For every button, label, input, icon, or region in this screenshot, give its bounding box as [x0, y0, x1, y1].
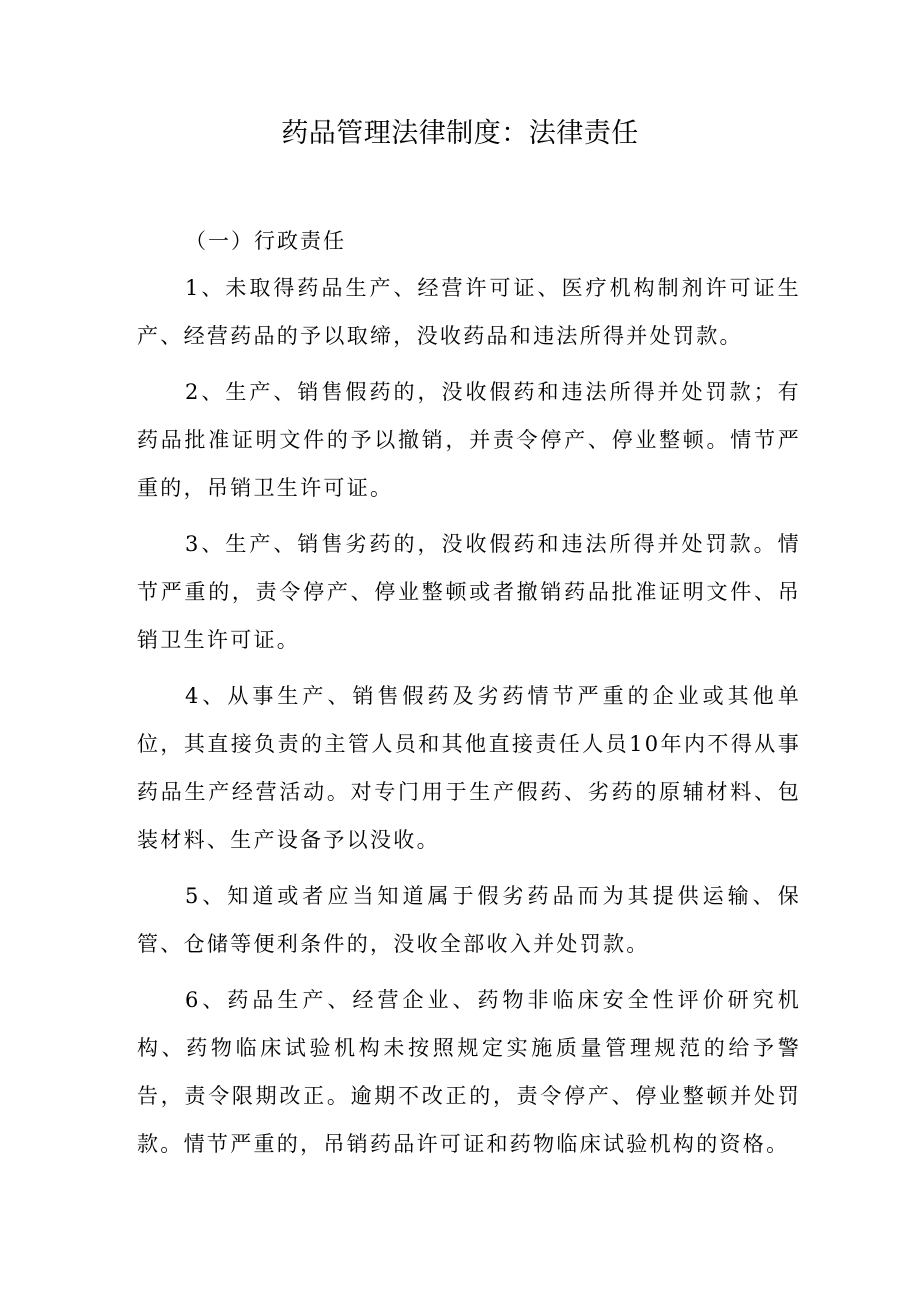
document-title: 药品管理法律制度：法律责任: [281, 118, 639, 149]
paragraph-4: 4、从事生产、销售假药及劣药情节严重的企业或其他单位，其直接负责的主管人员和其他直接责任人员10年内不得从事药品生产经营活动。对专门用于生产假药、劣药的原辅材料、包装材料、生产设备予以没收。: [137, 684, 801, 852]
paragraph-5: 5、知道或者应当知道属于假劣药品而为其提供运输、保管、仓储等便利条件的，没收全部收入并处罚款。: [137, 884, 801, 956]
paragraph-2: 2、生产、销售假药的，没收假药和违法所得并处罚款；有药品批准证明文件的予以撤销，并责令停产、停业整顿。情节严重的，吊销卫生许可证。: [137, 380, 801, 500]
paragraph-1: 1、未取得药品生产、经营许可证、医疗机构制剂许可证生产、经营药品的予以取缔，没收药品和违法所得并处罚款。: [137, 276, 801, 348]
paragraph-3: 3、生产、销售劣药的，没收假药和违法所得并处罚款。情节严重的，责令停产、停业整顿或者撤销药品批准证明文件、吊销卫生许可证。: [137, 532, 801, 652]
paragraph-6: 6、药品生产、经营企业、药物非临床安全性评价研究机构、药物临床试验机构未按照规定实施质量管理规范的给予警告，责令限期改正。逾期不改正的，责令停产、停业整顿并处罚款。情节严重的，吊销药品许可证和药物临床试验机构的资格。: [137, 988, 801, 1156]
document-body: [137, 222, 801, 1176]
section-heading: （一）行政责任: [185, 229, 346, 253]
